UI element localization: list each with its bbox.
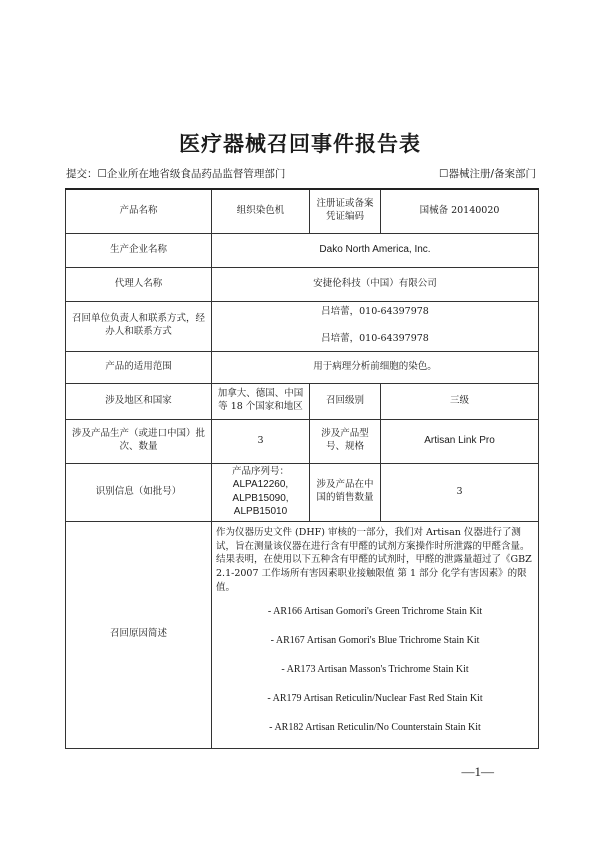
serial-number-1: ALPA12260, [232,479,289,491]
reason-text: 作为仪器历史文件 (DHF) 审核的一部分，我们对 Artisan 仪器进行了测试，旨在测量该仪器在进行含有甲醛的试剂方案操作时所泄露的甲醛含量。结果表明，在使用以下五种含有甲醛的试剂时，甲醛的泄露量超过了《GBZ 2.1-2007 工作场所有害因素职业接触限值 第 1 部分 化学有害因素》的限值。 [216,526,532,593]
affected-kit-5: - AR182 Artisan Reticulin/No Counterstain Stain Kit [269,721,481,733]
registration-value: 国械备 20140020 [381,189,539,233]
china-sales-label: 涉及产品在中国的销售数量 [310,463,381,521]
contact-label: 召回单位负责人和联系方式，经办人和联系方式 [66,301,212,351]
serial-header: 产品序列号： [231,465,289,477]
row-agent [66,267,539,301]
affected-kit-3: - AR173 Artisan Masson's Trichrome Stain Kit [281,663,469,675]
affected-kit-4: - AR179 Artisan Reticulin/Nuclear Fast Red Stain Kit [267,692,483,704]
row-recall-reason [66,521,539,748]
product-name-label: 产品名称 [66,189,212,233]
row-scope [66,351,539,383]
regions-value: 加拿大、德国、中国等 18 个国家和地区 [212,383,310,419]
affected-kit-1: - AR166 Artisan Gomori's Green Trichrome Stain Kit [267,605,483,617]
agent-value: 安捷伦科技（中国）有限公司 [212,267,539,301]
row-identification [66,463,539,521]
submit-to-left [66,166,285,181]
affected-kit-2: - AR167 Artisan Gomori's Blue Trichrome Stain Kit [270,634,480,646]
recall-level-label: 召回级别 [310,383,381,419]
id-label: 识别信息（如批号） [66,463,212,521]
registration-label: 注册证或备案凭证编码 [310,189,381,233]
manufacturer-label: 生产企业名称 [66,233,212,267]
serial-number-3: ALPB15010 [233,506,288,518]
serial-number-2: ALPB15090, [232,492,289,504]
batch-value: 3 [212,419,310,463]
agent-label: 代理人名称 [66,267,212,301]
product-name-value: 组织染色机 [212,189,310,233]
affected-kit-list [212,597,538,742]
serial-numbers [212,463,310,521]
scope-value: 用于病理分析前细胞的染色。 [212,351,539,383]
manufacturer-value: Dako North America, Inc. [212,233,539,267]
regions-label: 涉及地区和国家 [66,383,212,419]
submit-to-label: 提交： [66,168,98,180]
china-sales-value: 3 [381,463,539,521]
row-batch [66,419,539,463]
model-value: Artisan Link Pro [381,419,539,463]
reason-content [212,521,539,748]
submit-to-registration-option[interactable]: ☐器械注册/备案部门 [439,168,536,180]
row-regions [66,383,539,419]
scope-label: 产品的适用范围 [66,351,212,383]
contact-value-2: 吕培蕾，010-64397978 [321,333,429,344]
row-manufacturer [66,233,539,267]
page-number: —1— [461,764,494,779]
reason-label: 召回原因简述 [66,521,212,748]
model-label: 涉及产品型号、规格 [310,419,381,463]
contact-value-1: 吕培蕾，010-64397978 [321,306,429,318]
recall-level-value: 三级 [381,383,539,419]
submit-to-provincial-option[interactable]: ☐企业所在地省级食品药品监督管理部门 [97,168,286,180]
row-product-name [66,189,539,233]
page-title: 医疗器械召回事件报告表 [179,132,421,156]
recall-report-table [65,188,539,749]
row-contact [66,301,539,351]
batch-label: 涉及产品生产（或进口中国）批次、数量 [66,419,212,463]
contact-values [212,301,539,351]
